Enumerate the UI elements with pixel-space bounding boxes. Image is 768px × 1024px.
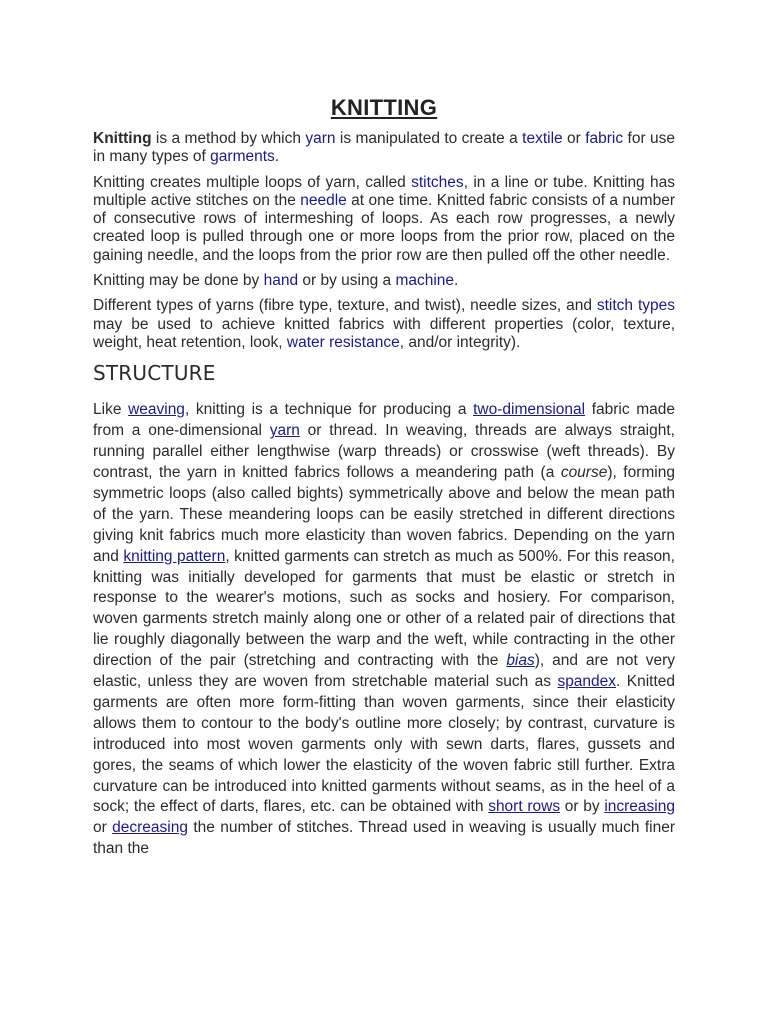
term-knitting: Knitting bbox=[93, 130, 152, 147]
term-course: course bbox=[560, 463, 608, 481]
link-machine[interactable]: machine bbox=[395, 272, 455, 290]
link-yarn-2[interactable]: yarn bbox=[269, 422, 300, 440]
document-page bbox=[93, 92, 675, 860]
page-title: KNITTING bbox=[330, 95, 438, 120]
intro-paragraph-3: Knitting may be done by hand or by using a machine. bbox=[93, 272, 459, 290]
structure-paragraph: Like weaving, knitting is a technique for producing a two-dimensional fabric made from a one-dimensional yarn or thread. In weaving, threads are always straight, running parallel either lengthwise (warp threads) or crosswise (weft threads). By contrast, the yarn in knitted fabrics follows a meandering path (a course), forming symmetric loops (also called bights) symmetrically above and below the mean path of the yarn. These meandering loops can be easily stretched in different directions giving knit fabrics much more elasticity than woven fabrics. Depending on the yarn and knitting pattern, knitted garments can stretch as much as 500%. For this reason, knitting was initially developed for garments that must be elastic or stretch in response to the wearer's motions, such as socks and hosiery. For comparison, woven garments stretch mainly along one or other of a related pair of directions that lie roughly diagonally between the warp and the weft, while contracting in the other direction of the pair (stretching and contracting with the bias), and are not very elastic, unless they are woven from stretchable material such as spandex. Knitted garments are often more form-fitting than woven garments, since their elasticity allows them to contour to the body's outline more closely; by contrast, curvature is introduced into most woven garments only with sewn darts, flares, gussets and gores, the seams of which lower the elasticity of the woven fabric still further. Extra curvature can be introduced into knitted garments without seams, as in the heel of a sock; the effect of darts, flares, etc. can be obtained with short rows or by increasing or decreasing the number of stitches. Thread used in weaving is usually much finer than the bbox=[93, 401, 675, 858]
link-garments[interactable]: garments bbox=[210, 148, 275, 166]
link-two-dimensional[interactable]: two-dimensional bbox=[473, 401, 586, 419]
intro-paragraph-2: Knitting creates multiple loops of yarn, called stitches, in a line or tube. Knitting has multiple active stitches on the needle at one time. Knitted fabric consists of a number of consecutive rows of intermeshing of loops. As each row progresses, a newly created loop is pulled through one or more loops from the prior row, placed on the gaining needle, and the loops from the prior row are then pulled off the other needle. bbox=[93, 173, 675, 264]
intro-paragraph-1: Knitting is a method by which yarn is manipulated to create a textile or fabric for use in many types of garments. bbox=[93, 130, 675, 166]
link-water-resistance[interactable]: water resistance bbox=[286, 333, 400, 351]
link-bias[interactable]: bias bbox=[506, 652, 535, 670]
link-hand[interactable]: hand bbox=[263, 272, 299, 290]
link-knitting-pattern[interactable]: knitting pattern bbox=[123, 547, 226, 565]
link-spandex[interactable]: spandex bbox=[557, 673, 617, 691]
link-fabric[interactable]: fabric bbox=[585, 130, 624, 147]
link-textile[interactable]: textile bbox=[522, 130, 563, 147]
link-decreasing[interactable]: decreasing bbox=[112, 819, 188, 837]
section-heading-structure: STRUCTURE bbox=[93, 361, 216, 386]
link-yarn[interactable]: yarn bbox=[305, 130, 336, 147]
link-stitch-types[interactable]: stitch types bbox=[596, 297, 675, 315]
link-stitches[interactable]: stitches bbox=[411, 173, 464, 191]
link-weaving[interactable]: weaving bbox=[128, 401, 185, 419]
link-short-rows[interactable]: short rows bbox=[488, 798, 561, 816]
link-increasing[interactable]: increasing bbox=[604, 798, 675, 816]
intro-paragraph-4: Different types of yarns (fibre type, texture, and twist), needle sizes, and stitch types may be used to achieve knitted fabrics with different properties (color, texture, weight, heat retention, look, water resistance, and/or integrity). bbox=[93, 297, 675, 351]
link-needle[interactable]: needle bbox=[300, 191, 347, 209]
